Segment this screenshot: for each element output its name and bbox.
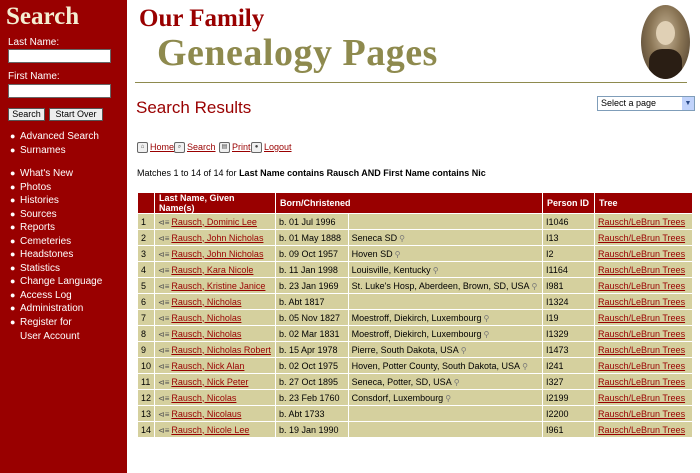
person-name-link[interactable]: Rausch, Nick Alan xyxy=(171,360,245,371)
magnifier-icon[interactable]: ⚲ xyxy=(399,233,406,243)
bullet-icon: ● xyxy=(10,208,16,219)
tree-link[interactable]: Rausch/LeBrun Trees xyxy=(598,248,686,259)
header-divider xyxy=(135,82,687,83)
person-name-link[interactable]: Rausch, Dominic Lee xyxy=(171,216,257,227)
pedigree-icon[interactable]: ⊲≡ xyxy=(158,361,170,371)
tree-cell xyxy=(595,214,692,229)
born-place-cell xyxy=(349,246,542,261)
table-row xyxy=(138,358,692,373)
site-logo-line1: Our Family xyxy=(139,5,265,32)
born-place-cell xyxy=(349,358,542,373)
row-number: 8 xyxy=(138,326,154,341)
person-id-cell: I2199 xyxy=(543,390,594,405)
tree-link[interactable]: Rausch/LeBrun Trees xyxy=(598,376,686,387)
row-number: 13 xyxy=(138,406,154,421)
tree-cell xyxy=(595,422,692,437)
table-row xyxy=(138,326,692,341)
name-cell xyxy=(155,230,275,245)
table-row xyxy=(138,342,692,357)
born-date-cell: b. 19 Jan 1990 xyxy=(276,422,348,437)
person-id-cell: I1473 xyxy=(543,342,594,357)
tree-cell xyxy=(595,278,692,293)
header-name: Last Name, Given Name(s) xyxy=(155,193,275,213)
row-number: 12 xyxy=(138,390,154,405)
tree-cell xyxy=(595,342,692,357)
person-id-cell: I1324 xyxy=(543,294,594,309)
tree-link[interactable]: Rausch/LeBrun Trees xyxy=(598,264,686,275)
sidebar-item-headstones[interactable] xyxy=(10,248,102,262)
born-date-cell: b. 02 Mar 1831 xyxy=(276,326,348,341)
header-born: Born/Christened xyxy=(276,193,542,213)
name-cell xyxy=(155,246,275,261)
sidebar-item-label: Histories xyxy=(20,195,59,206)
tree-cell xyxy=(595,326,692,341)
born-date-cell: b. Abt 1733 xyxy=(276,406,348,421)
bullet-icon: ● xyxy=(10,262,16,273)
pedigree-icon[interactable]: ⊲≡ xyxy=(158,233,170,243)
register-line2: User Account xyxy=(20,330,80,342)
table-row xyxy=(138,262,692,277)
sidebar-item-label: Reports xyxy=(20,222,56,233)
table-row xyxy=(138,246,692,261)
magnifier-icon[interactable]: ⚲ xyxy=(460,345,467,355)
born-place-cell xyxy=(349,294,542,309)
tree-link[interactable]: Rausch/LeBrun Trees xyxy=(598,296,686,307)
site-logo-line2: Genealogy Pages xyxy=(157,32,438,74)
sidebar-item-label: Cemeteries xyxy=(20,235,72,247)
sidebar-item-administration[interactable] xyxy=(10,302,102,316)
sidebar-item-what-s-new[interactable] xyxy=(10,167,102,181)
sidebar-item-label: Change Language xyxy=(20,276,103,287)
sidebar-menu-search xyxy=(10,130,99,157)
born-date-cell: b. 02 Oct 1975 xyxy=(276,358,348,373)
table-header-row xyxy=(138,193,692,213)
pedigree-icon[interactable]: ⊲≡ xyxy=(158,345,170,355)
person-name-link[interactable]: Rausch, Kara Nicole xyxy=(171,264,254,275)
magnifier-icon[interactable]: ⚲ xyxy=(394,249,401,259)
row-number: 11 xyxy=(138,374,154,389)
row-number: 7 xyxy=(138,310,154,325)
person-id-cell: I2 xyxy=(543,246,594,261)
person-name-link[interactable]: Rausch, Nicolas xyxy=(171,392,237,403)
search-icon: ⌕ xyxy=(174,142,185,153)
sidebar-item-photos[interactable] xyxy=(10,181,102,195)
born-place-cell xyxy=(349,214,542,229)
person-name-link[interactable]: Rausch, John Nicholas xyxy=(171,248,264,259)
page-title: Search Results xyxy=(136,98,252,117)
name-cell xyxy=(155,294,275,309)
born-place: Louisville, Kentucky xyxy=(351,264,431,275)
sidebar xyxy=(0,0,127,473)
tree-link[interactable]: Rausch/LeBrun Trees xyxy=(598,312,686,323)
matches-summary xyxy=(137,168,486,178)
sidebar-menu-main xyxy=(10,167,102,316)
born-place-cell xyxy=(349,230,542,245)
born-date-cell: b. 11 Jan 1998 xyxy=(276,262,348,277)
row-number: 1 xyxy=(138,214,154,229)
sidebar-item-label: Administration xyxy=(20,303,84,314)
sidebar-item-label: Access Log xyxy=(20,289,72,301)
print-link[interactable] xyxy=(219,142,251,153)
bullet-icon: ● xyxy=(10,249,16,259)
name-cell xyxy=(155,422,275,437)
print-icon: ▤ xyxy=(219,142,230,153)
tree-link[interactable]: Rausch/LeBrun Trees xyxy=(598,280,686,291)
born-place-cell xyxy=(349,342,542,357)
person-name-link[interactable]: Rausch, Nick Peter xyxy=(171,376,249,387)
sidebar-title: Search xyxy=(6,3,80,30)
born-date-cell: b. 23 Feb 1760 xyxy=(276,390,348,405)
sidebar-item-sources[interactable] xyxy=(10,208,102,222)
magnifier-icon[interactable]: ⚲ xyxy=(483,313,490,323)
person-name-link[interactable]: Rausch, John Nicholas xyxy=(171,232,264,243)
person-name-link[interactable]: Rausch, Nicholas xyxy=(171,296,242,307)
sidebar-item-advanced-search[interactable] xyxy=(10,130,99,144)
born-date-cell: b. 09 Oct 1957 xyxy=(276,246,348,261)
born-place: Pierre, South Dakota, USA xyxy=(351,344,459,355)
tree-cell xyxy=(595,294,692,309)
person-id-cell: I327 xyxy=(543,374,594,389)
name-cell xyxy=(155,358,275,373)
bullet-icon: ● xyxy=(10,289,16,300)
born-date-cell: b. 01 Jul 1996 xyxy=(276,214,348,229)
born-place: Seneca SD xyxy=(351,232,398,243)
sidebar-item-reports[interactable] xyxy=(10,221,102,235)
born-date-cell: b. 05 Nov 1827 xyxy=(276,310,348,325)
portrait-photo xyxy=(641,5,690,79)
row-number: 14 xyxy=(138,422,154,437)
born-place-cell xyxy=(349,406,542,421)
tree-cell xyxy=(595,310,692,325)
sidebar-item-label: Sources xyxy=(20,208,57,220)
person-name-link[interactable]: Rausch, Nicholas Robert xyxy=(171,344,271,355)
name-cell xyxy=(155,310,275,325)
tree-link[interactable]: Rausch/LeBrun Trees xyxy=(598,360,686,371)
name-cell xyxy=(155,326,275,341)
magnifier-icon[interactable]: ⚲ xyxy=(445,393,452,403)
matches-prefix: Matches 1 to 14 of 14 for xyxy=(137,168,240,178)
magnifier-icon[interactable]: ⚲ xyxy=(483,329,490,339)
person-name-link[interactable]: Rausch, Nicholas xyxy=(171,328,242,339)
home-label: Home xyxy=(150,142,175,152)
sidebar-item-cemeteries[interactable] xyxy=(10,235,102,249)
name-cell xyxy=(155,278,275,293)
tree-link[interactable]: Rausch/LeBrun Trees xyxy=(598,232,686,243)
tree-cell xyxy=(595,358,692,373)
sidebar-item-label: Statistics xyxy=(20,262,61,274)
name-cell xyxy=(155,342,275,357)
pedigree-icon[interactable]: ⊲≡ xyxy=(158,329,170,339)
born-date-cell: b. 15 Apr 1978 xyxy=(276,342,348,357)
header-person-id: Person ID xyxy=(543,193,594,213)
header-tree: Tree xyxy=(595,193,692,213)
row-number: 6 xyxy=(138,294,154,309)
row-number: 4 xyxy=(138,262,154,277)
sidebar-item-surnames[interactable] xyxy=(10,144,99,158)
tree-link[interactable]: Rausch/LeBrun Trees xyxy=(598,344,686,355)
row-number: 2 xyxy=(138,230,154,245)
last-name-input[interactable] xyxy=(8,49,111,63)
tree-link[interactable]: Rausch/LeBrun Trees xyxy=(598,216,686,227)
page-select-dropdown[interactable] xyxy=(597,96,695,111)
row-number: 3 xyxy=(138,246,154,261)
table-row xyxy=(138,214,692,229)
table-row xyxy=(138,310,692,325)
born-place-cell xyxy=(349,390,542,405)
bullet-icon: ● xyxy=(10,181,16,192)
print-label: Print xyxy=(232,142,251,152)
pedigree-icon[interactable]: ⊲≡ xyxy=(158,409,170,419)
born-place-cell xyxy=(349,374,542,389)
born-place-cell xyxy=(349,422,542,437)
first-name-input[interactable] xyxy=(8,84,111,98)
bullet-icon: ● xyxy=(10,168,16,178)
tree-cell xyxy=(595,246,692,261)
name-cell xyxy=(155,374,275,389)
bullet-icon: ● xyxy=(10,131,16,141)
chevron-down-icon[interactable]: ▼ xyxy=(682,97,694,110)
bullet-icon: ● xyxy=(10,303,16,313)
results-table xyxy=(137,192,693,438)
name-cell xyxy=(155,406,275,421)
person-id-cell: I1164 xyxy=(543,262,594,277)
tree-link[interactable]: Rausch/LeBrun Trees xyxy=(598,424,686,435)
row-number: 10 xyxy=(138,358,154,373)
pedigree-icon[interactable]: ⊲≡ xyxy=(158,265,170,275)
born-place: Moestroff, Diekirch, Luxembourg xyxy=(351,328,482,339)
tree-link[interactable]: Rausch/LeBrun Trees xyxy=(598,328,686,339)
born-place: St. Luke's Hosp, Aberdeen, Brown, SD, USA xyxy=(351,280,530,291)
sidebar-item-statistics[interactable] xyxy=(10,262,102,276)
born-place: Moestroff, Diekirch, Luxembourg xyxy=(351,312,482,323)
name-cell xyxy=(155,262,275,277)
sidebar-item-histories[interactable] xyxy=(10,194,102,208)
tree-cell xyxy=(595,262,692,277)
sidebar-item-label: Headstones xyxy=(20,249,74,260)
page-select-value: Select a page xyxy=(601,98,657,108)
tree-cell xyxy=(595,406,692,421)
row-number: 9 xyxy=(138,342,154,357)
born-place-cell xyxy=(349,310,542,325)
table-row xyxy=(138,406,692,421)
pedigree-icon[interactable]: ⊲≡ xyxy=(158,249,170,259)
tree-cell xyxy=(595,390,692,405)
born-place: Seneca, Potter, SD, USA xyxy=(351,376,452,387)
person-id-cell: I13 xyxy=(543,230,594,245)
born-date-cell: b. Abt 1817 xyxy=(276,294,348,309)
search-label: Search xyxy=(187,142,216,152)
sidebar-item-change-language[interactable] xyxy=(10,275,102,289)
person-id-cell: I961 xyxy=(543,422,594,437)
tree-cell xyxy=(595,374,692,389)
magnifier-icon[interactable]: ⚲ xyxy=(531,281,538,291)
person-name-link[interactable]: Rausch, Kristine Janice xyxy=(171,280,266,291)
last-name-label: Last Name: xyxy=(8,37,60,48)
table-row xyxy=(138,230,692,245)
pedigree-icon[interactable]: ⊲≡ xyxy=(158,377,170,387)
home-link[interactable] xyxy=(137,142,174,153)
logout-label: Logout xyxy=(264,142,292,152)
person-id-cell: I1046 xyxy=(543,214,594,229)
sidebar-item-register[interactable] xyxy=(10,316,79,343)
lock-icon: ● xyxy=(251,142,262,153)
matches-criteria: Last Name contains Rausch AND First Name contains Nic xyxy=(239,168,486,178)
person-name-link[interactable]: Rausch, Nicole Lee xyxy=(171,424,250,435)
sidebar-item-label: Surnames xyxy=(20,144,66,156)
person-id-cell: I2200 xyxy=(543,406,594,421)
name-cell xyxy=(155,390,275,405)
born-place: Hoven, Potter County, South Dakota, USA xyxy=(351,360,521,371)
person-id-cell: I1329 xyxy=(543,326,594,341)
bullet-icon: ● xyxy=(10,235,16,246)
bullet-icon: ● xyxy=(10,222,16,232)
tree-link[interactable]: Rausch/LeBrun Trees xyxy=(598,408,686,419)
pedigree-icon[interactable]: ⊲≡ xyxy=(158,425,170,435)
search-link[interactable] xyxy=(174,142,216,153)
pedigree-icon[interactable]: ⊲≡ xyxy=(158,393,170,403)
bullet-icon: ● xyxy=(10,276,16,286)
pedigree-icon[interactable]: ⊲≡ xyxy=(158,281,170,291)
pedigree-icon[interactable]: ⊲≡ xyxy=(158,297,170,307)
portrait-body xyxy=(649,49,682,79)
table-row xyxy=(138,390,692,405)
born-place: Consdorf, Luxembourg xyxy=(351,392,444,403)
person-id-cell: I241 xyxy=(543,358,594,373)
born-place-cell xyxy=(349,278,542,293)
born-date-cell: b. 01 May 1888 xyxy=(276,230,348,245)
header-num xyxy=(138,193,154,213)
pedigree-icon[interactable]: ⊲≡ xyxy=(158,313,170,323)
portrait-face xyxy=(656,21,675,45)
register-line1: Register for xyxy=(20,317,72,328)
search-button[interactable]: Search xyxy=(8,108,45,121)
table-row xyxy=(138,294,692,309)
start-over-button[interactable]: Start Over xyxy=(49,108,103,121)
person-id-cell: I981 xyxy=(543,278,594,293)
logout-link[interactable] xyxy=(251,142,292,153)
table-row xyxy=(138,422,692,437)
born-date-cell: b. 23 Jan 1969 xyxy=(276,278,348,293)
magnifier-icon[interactable]: ⚲ xyxy=(432,265,439,275)
person-id-cell: I19 xyxy=(543,310,594,325)
sidebar-item-label: Photos xyxy=(20,181,52,193)
born-place-cell xyxy=(349,262,542,277)
sidebar-item-label: Advanced Search xyxy=(20,131,99,142)
magnifier-icon[interactable]: ⚲ xyxy=(453,377,460,387)
person-name-link[interactable]: Rausch, Nicholas xyxy=(171,312,242,323)
born-place-cell xyxy=(349,326,542,341)
born-date-cell: b. 27 Oct 1895 xyxy=(276,374,348,389)
born-place: Hoven SD xyxy=(351,248,393,259)
bullet-icon: ● xyxy=(10,317,16,327)
sidebar-item-access-log[interactable] xyxy=(10,289,102,303)
name-cell xyxy=(155,214,275,229)
pedigree-icon[interactable]: ⊲≡ xyxy=(158,217,170,227)
bullet-icon: ● xyxy=(10,144,16,155)
first-name-label: First Name: xyxy=(8,71,60,82)
sidebar-item-label: What's New xyxy=(20,168,74,179)
bullet-icon: ● xyxy=(10,195,16,205)
home-icon: ⌂ xyxy=(137,142,148,153)
person-name-link[interactable]: Rausch, Nicolaus xyxy=(171,408,242,419)
magnifier-icon[interactable]: ⚲ xyxy=(522,361,528,371)
tree-link[interactable]: Rausch/LeBrun Trees xyxy=(598,392,686,403)
tree-cell xyxy=(595,230,692,245)
table-row xyxy=(138,278,692,293)
sidebar-menu-register xyxy=(10,316,79,343)
table-row xyxy=(138,374,692,389)
row-number: 5 xyxy=(138,278,154,293)
